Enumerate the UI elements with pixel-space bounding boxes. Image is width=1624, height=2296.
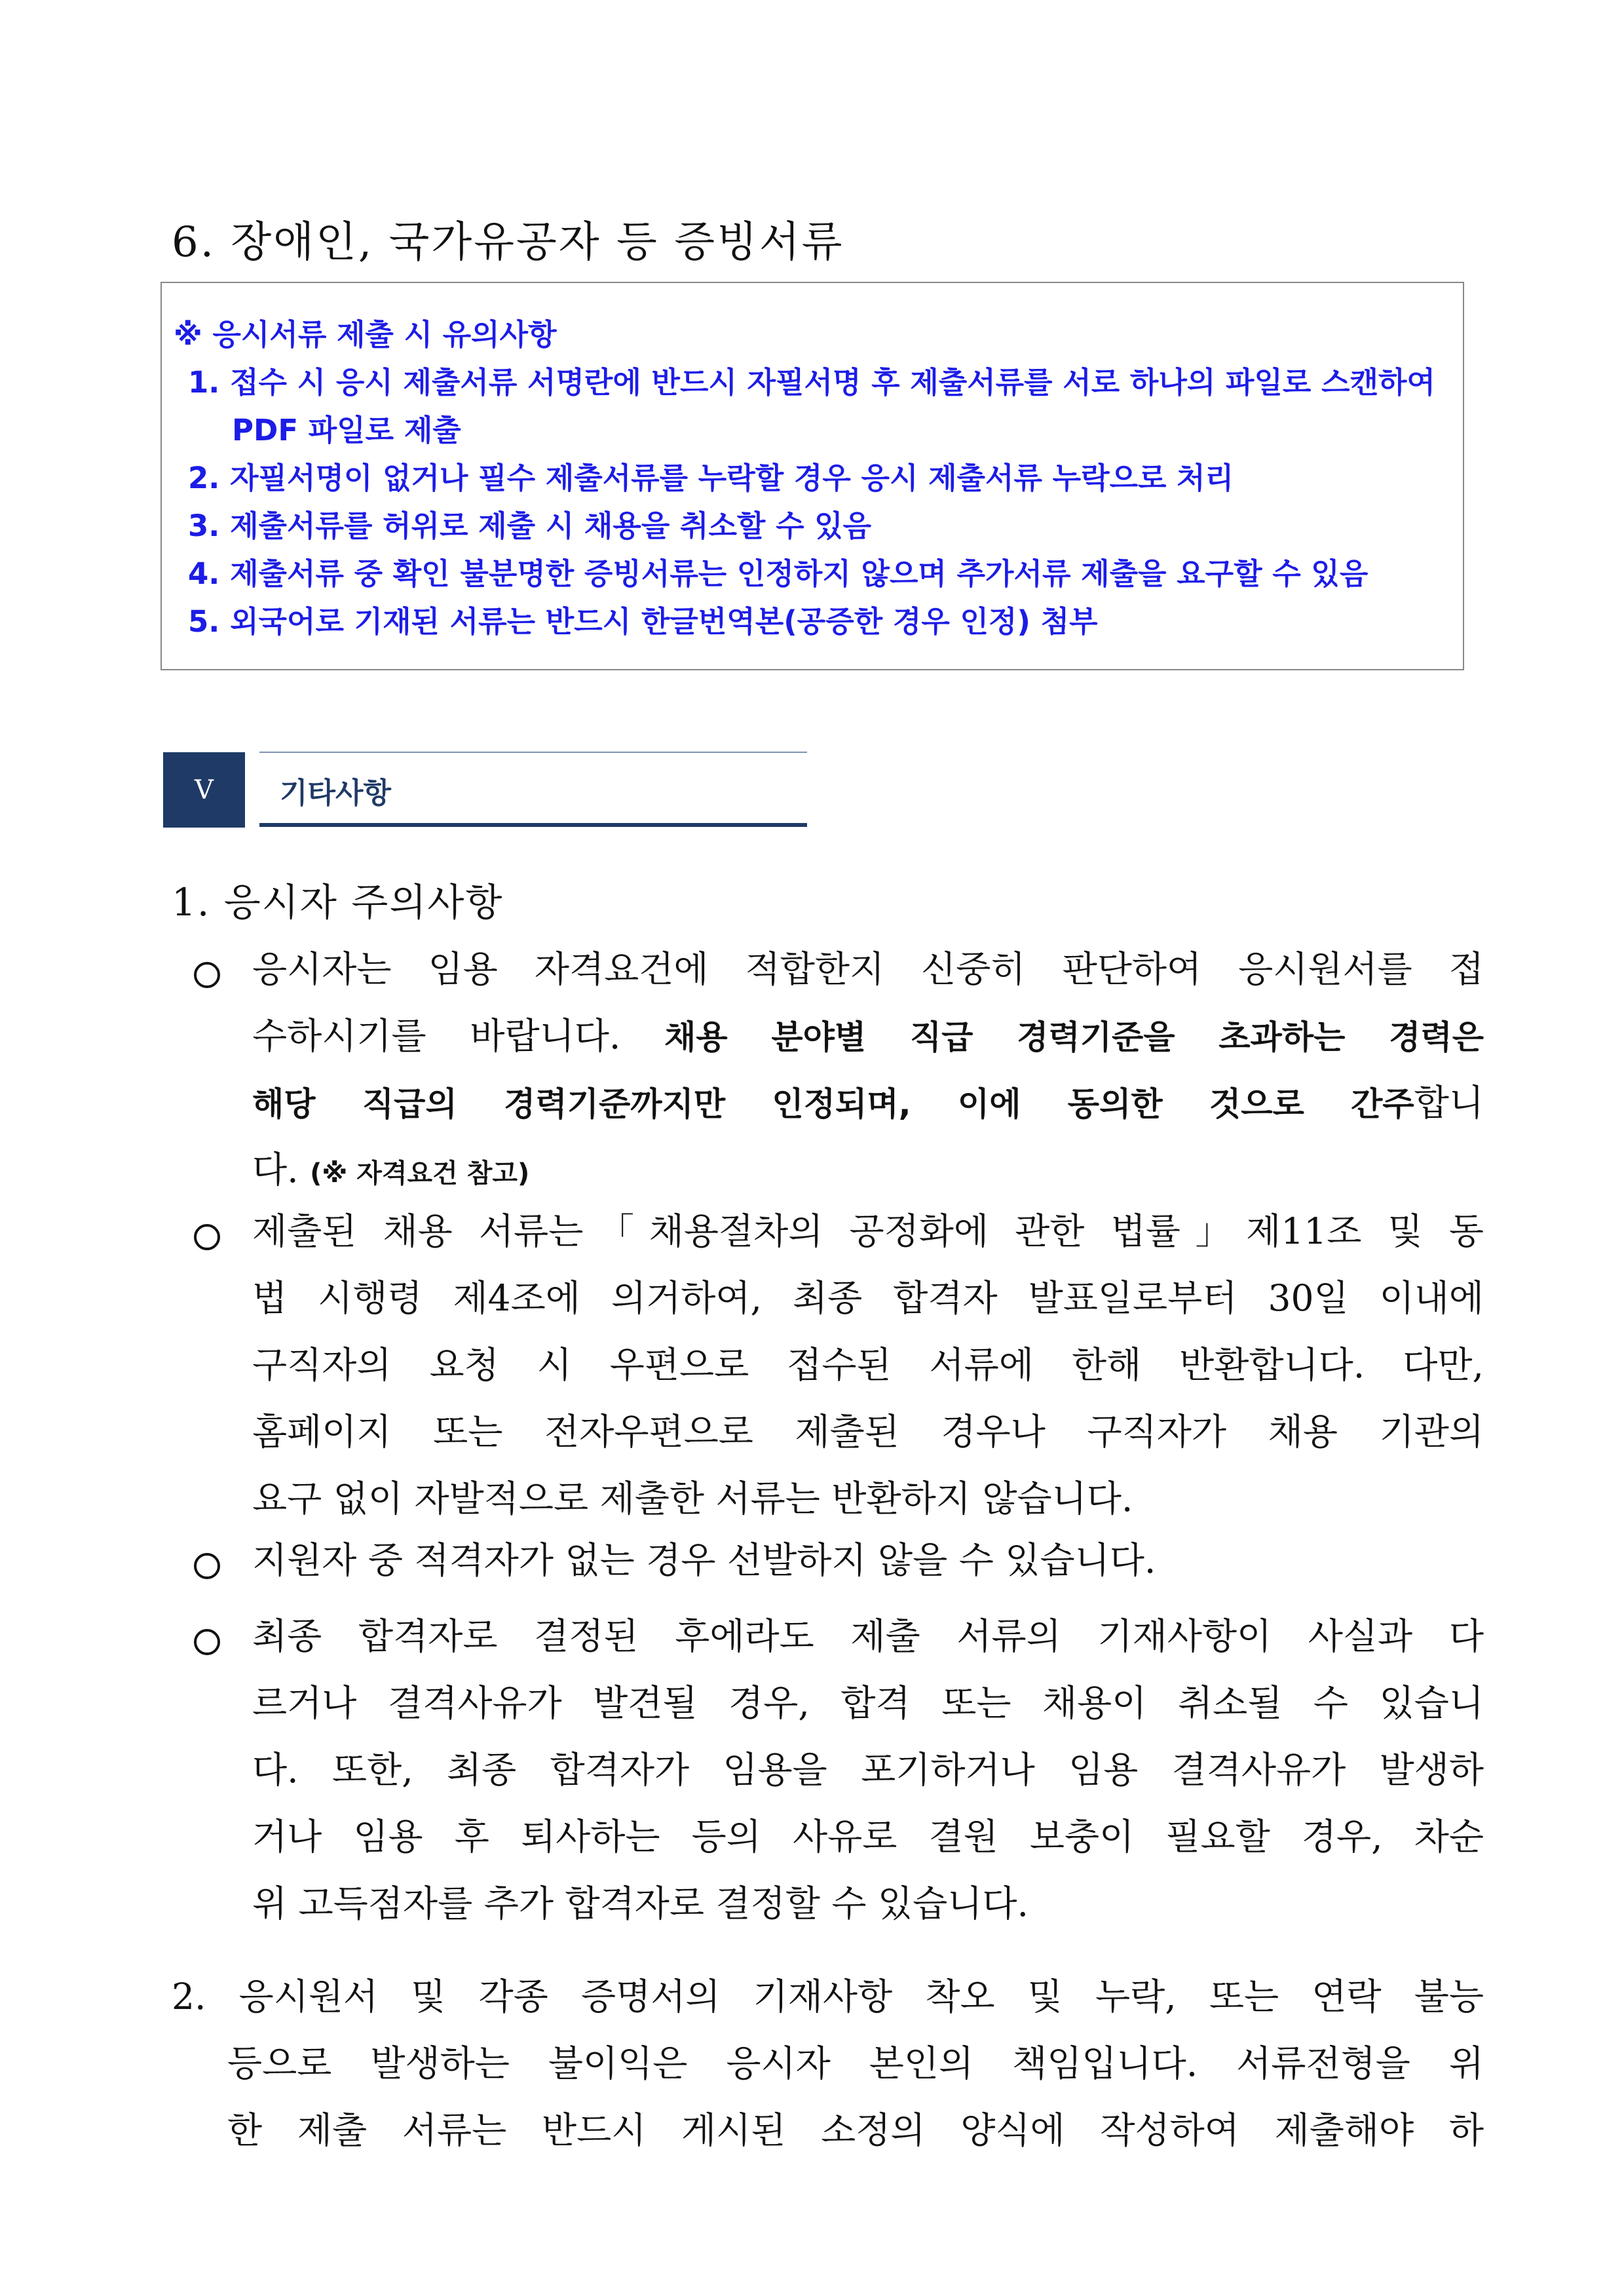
notice-item-2: 2. 자필서명이 없거나 필수 제출서류를 누락할 경우 응시 제출서류 누락으로 처리 <box>188 461 1234 495</box>
bullet-1-line-2: 수하시기를 바랍니다. 채용 분야별 직급 경력기준을 초과하는 경력은 <box>252 1015 1484 1057</box>
bullet-4-line-5: 위 고득점자를 추가 합격자로 결정할 수 있습니다. <box>252 1883 1029 1924</box>
bullet-2-line-1: 제출된 채용 서류는「채용절차의 공정화에 관한 법률」제11조 및 동 <box>252 1210 1484 1252</box>
section-top-rule <box>259 752 807 753</box>
bullet-4-line-2: 르거나 결격사유가 발견될 경우, 합격 또는 채용이 취소될 수 있습니 <box>252 1682 1484 1724</box>
applicant-notice-heading: 1. 응시자 주의사항 <box>172 880 504 925</box>
submission-notice-box <box>161 282 1464 670</box>
bullet-4-line-1: 최종 합격자로 결정된 후에라도 제출 서류의 기재사항이 사실과 다 <box>252 1615 1484 1657</box>
bullet-1-line-1: 응시자는 임용 자격요건에 적합한지 신중히 판단하여 응시원서를 접 <box>252 948 1484 990</box>
bullet-circle-icon <box>194 962 220 988</box>
notice-item-5: 5. 외국어로 기재된 서류는 반드시 한글번역본(공증한 경우 인정) 첨부 <box>188 604 1098 639</box>
item-2-line-1: 2. 응시원서 및 각종 증명서의 기재사항 착오 및 누락, 또는 연락 불능 <box>172 1976 1484 2018</box>
bullet-4-line-4: 거나 임용 후 퇴사하는 등의 사유로 결원 보충이 필요할 경우, 차순 <box>252 1816 1484 1858</box>
item-2-line-2: 등으로 발생하는 불이익은 응시자 본인의 책임입니다. 서류전형을 위 <box>227 2042 1484 2084</box>
bullet-2-line-2: 법 시행령 제4조에 의거하여, 최종 합격자 발표일로부터 30일 이내에 <box>252 1277 1484 1319</box>
section-number-badge: V <box>163 752 245 828</box>
section-title: 기타사항 <box>280 776 392 810</box>
section-6-heading: 6. 장애인, 국가유공자 등 증빙서류 <box>172 218 844 267</box>
bullet-circle-icon <box>194 1553 220 1579</box>
bullet-2-line-4: 홈페이지 또는 전자우편으로 제출된 경우나 구직자가 채용 기관의 <box>252 1411 1484 1453</box>
notice-item-4: 4. 제출서류 중 확인 불분명한 증빙서류는 인정하지 않으며 추가서류 제출을 요구할 수 있음 <box>188 556 1369 591</box>
bullet-1-line-3: 해당 직급의 경력기준까지만 인정되며, 이에 동의한 것으로 간주합니 <box>252 1082 1484 1124</box>
bullet-2-line-3: 구직자의 요청 시 우편으로 접수된 서류에 한해 반환합니다. 다만, <box>252 1344 1484 1386</box>
bullet-circle-icon <box>194 1224 220 1250</box>
section-bottom-rule <box>259 823 807 827</box>
notice-item-3: 3. 제출서류를 허위로 제출 시 채용을 취소할 수 있음 <box>188 508 872 543</box>
item-2-line-3: 한 제출 서류는 반드시 게시된 소정의 양식에 작성하여 제출해야 하 <box>227 2109 1484 2151</box>
bullet-4-line-3: 다. 또한, 최종 합격자가 임용을 포기하거나 임용 결격사유가 발생하 <box>252 1749 1484 1791</box>
notice-item-1-cont: PDF 파일로 제출 <box>232 413 461 448</box>
notice-title: ※ 응시서류 제출 시 유의사항 <box>174 317 557 352</box>
bullet-circle-icon <box>194 1629 220 1655</box>
notice-item-1: 1. 접수 시 응시 제출서류 서명란에 반드시 자필서명 후 제출서류를 서로 하나의 파일로 스캔하여 <box>188 365 1435 400</box>
bullet-2-line-5: 요구 없이 자발적으로 제출한 서류는 반환하지 않습니다. <box>252 1478 1133 1520</box>
bullet-1-line-4: 다. (※ 자격요건 참고) <box>252 1149 530 1191</box>
bullet-3-line-1: 지원자 중 적격자가 없는 경우 선발하지 않을 수 있습니다. <box>252 1539 1156 1581</box>
